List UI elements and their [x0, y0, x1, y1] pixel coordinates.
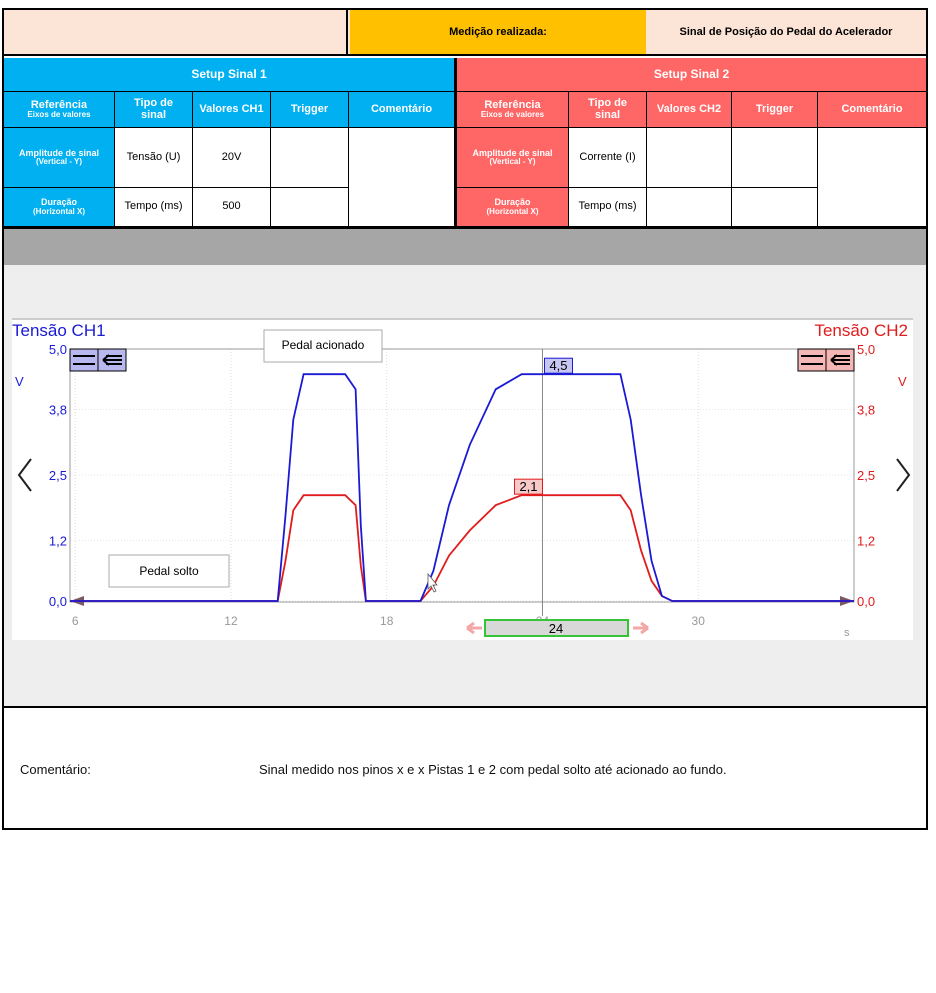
measurement-value-cell	[646, 10, 926, 54]
setup2-row2-type-text: Tempo (ms)	[578, 200, 637, 213]
scope-panel-bar	[4, 229, 926, 265]
header-blank-cell	[4, 10, 348, 54]
ch1-tick-label: 2,5	[48, 468, 67, 483]
setup1-row2-sub: (Horizontal X)	[33, 206, 85, 216]
ch1-cursor-readout	[544, 358, 572, 373]
setup1-col-type-label: Tipo de sinal	[134, 96, 173, 121]
setup1-title-text: Setup Sinal 1	[191, 67, 267, 82]
setup1-col-values-label: Valores CH1	[199, 102, 264, 115]
ch2-tick-label: 2,5	[857, 468, 876, 483]
annotation-pedal-pressed	[264, 330, 382, 362]
setup1-row1-sub: (Vertical - Y)	[35, 157, 83, 167]
setup2-row1-value[interactable]	[647, 128, 732, 188]
ch1-axis-title: Tensão CH1	[12, 321, 106, 340]
setup1-row2-value-text: 500	[222, 200, 241, 213]
setup2-col-trigger	[732, 92, 818, 128]
ch1-tick-label: 5,0	[48, 342, 67, 357]
setup2-col-type	[569, 92, 647, 128]
setup1-row2-value[interactable]	[193, 188, 271, 227]
setup2-col-values	[647, 92, 732, 128]
setup2-col-comment	[818, 92, 926, 128]
measurement-label: Medição realizada:	[449, 26, 547, 38]
setup1-row2-type[interactable]	[115, 188, 193, 227]
ch2-unit: V	[898, 374, 907, 389]
setup1-comment-cell[interactable]	[349, 128, 455, 227]
annotation-pedal-pressed-text: Pedal acionado	[281, 338, 365, 352]
setup2-row1-label-text: Amplitude de sinal	[472, 147, 553, 158]
scope-background	[12, 318, 913, 640]
setup1-title	[4, 58, 455, 92]
ch2-arrow-left-icon	[831, 355, 850, 365]
setup1-col-trigger	[271, 92, 349, 128]
setup1-col-type	[115, 92, 193, 128]
ch2-cursor-readout	[514, 479, 542, 494]
ch1-unit: V	[15, 374, 24, 389]
setup1-row2-label	[4, 188, 115, 227]
annotation-pedal-released-text: Pedal solto	[139, 564, 199, 578]
x-tick-label: 18	[380, 614, 394, 628]
setup1-row2-type-text: Tempo (ms)	[124, 200, 183, 213]
ch2-cursor-value: 2,1	[519, 479, 538, 495]
ch2-scale-button[interactable]	[798, 349, 826, 371]
setup1-row2-label-text: Duração	[40, 197, 77, 208]
setup2-title	[455, 58, 926, 92]
annotation-pedal-released	[109, 555, 229, 587]
scope-chart[interactable]	[12, 318, 913, 640]
setup2-title-text: Setup Sinal 2	[653, 67, 730, 82]
scope-top-edge	[12, 318, 913, 320]
ch1-arrow-left-icon	[103, 355, 122, 365]
setup2-col-trigger-label: Trigger	[755, 102, 794, 115]
setup2-comment-cell[interactable]	[818, 128, 926, 227]
x-tick-label: 30	[691, 614, 705, 628]
next-chevron-icon[interactable]	[894, 457, 912, 493]
ch2-tick-label: 0,0	[857, 594, 876, 609]
ch2-axis-title: Tensão CH2	[814, 321, 908, 340]
setup2-col-ref-label: Referência	[484, 98, 541, 111]
ch2-tick-label: 3,8	[857, 402, 876, 418]
setup2-row2-value[interactable]	[647, 188, 732, 227]
setup1-row2-trigger[interactable]	[271, 188, 349, 227]
setup1-col-ref-label: Referência	[30, 98, 88, 111]
previous-chevron-icon[interactable]	[16, 457, 34, 493]
setup1-row1-type[interactable]	[115, 128, 193, 188]
time-cursor-handle[interactable]	[467, 620, 648, 636]
measurement-value: Sinal de Posição do Pedal do Acelerador	[679, 26, 893, 38]
ch1-tick-label: 0,0	[48, 594, 67, 609]
setup1-row1-label-text: Amplitude de sinal	[18, 147, 99, 158]
ch2-tick-label: 1,2	[857, 533, 876, 549]
setup1-col-trigger-label: Trigger	[290, 102, 329, 115]
setup2-col-ref-sub: Eixos de valores	[480, 110, 545, 120]
ch1-zoom-button[interactable]	[98, 349, 126, 371]
time-cursor-value: 24	[548, 621, 564, 636]
setup2-row2-trigger[interactable]	[732, 188, 818, 227]
setup1-col-comment	[349, 92, 455, 128]
setup2-row1-label	[455, 128, 569, 188]
setup2-row1-type[interactable]	[569, 128, 647, 188]
setup1-row1-value[interactable]	[193, 128, 271, 188]
setup1-row1-label	[4, 128, 115, 188]
ch2-zoom-button[interactable]	[826, 349, 854, 371]
x-unit: s	[844, 627, 850, 639]
setup2-col-ref	[455, 92, 569, 128]
setup2-col-values-label: Valores CH2	[656, 102, 722, 115]
ch1-scale-button[interactable]	[70, 349, 98, 371]
setup2-col-comment-label: Comentário	[841, 102, 903, 115]
ch2-tick-label: 5,0	[857, 342, 876, 357]
measurement-label-cell	[350, 10, 646, 54]
comment-label: Comentário:	[20, 762, 91, 777]
ch1-tick-label: 1,2	[48, 533, 67, 549]
setup2-row1-trigger[interactable]	[732, 128, 818, 188]
setup2-row2-type[interactable]	[569, 188, 647, 227]
x-tick-label: 6	[71, 614, 79, 628]
setup1-row1-type-text: Tensão (U)	[126, 150, 181, 163]
setup1-row1-value-text: 20V	[221, 150, 242, 163]
setup2-row1-sub: (Vertical - Y)	[489, 157, 536, 167]
setup2-col-type-label: Tipo de sinal	[588, 96, 627, 121]
setup2-row2-sub: (Horizontal X)	[486, 206, 539, 216]
comment-text[interactable]: Sinal medido nos pinos x e x Pistas 1 e 2 com pedal solto até acionado ao fundo.	[259, 762, 727, 777]
setup1-col-comment-label: Comentário	[370, 102, 433, 115]
setup2-row1-type-text: Corrente (I)	[579, 150, 636, 163]
setup1-col-values	[193, 92, 271, 128]
setup1-col-ref-sub: Eixos de valores	[27, 110, 91, 120]
setup2-row2-label	[455, 188, 569, 227]
setup1-row1-trigger[interactable]	[271, 128, 349, 188]
x-tick-label: 12	[224, 614, 238, 628]
setup2-row2-label-text: Duração	[494, 197, 531, 208]
setup1-col-ref	[4, 92, 115, 128]
ch1-tick-label: 3,8	[48, 402, 67, 418]
ch1-cursor-value: 4,5	[549, 358, 568, 374]
